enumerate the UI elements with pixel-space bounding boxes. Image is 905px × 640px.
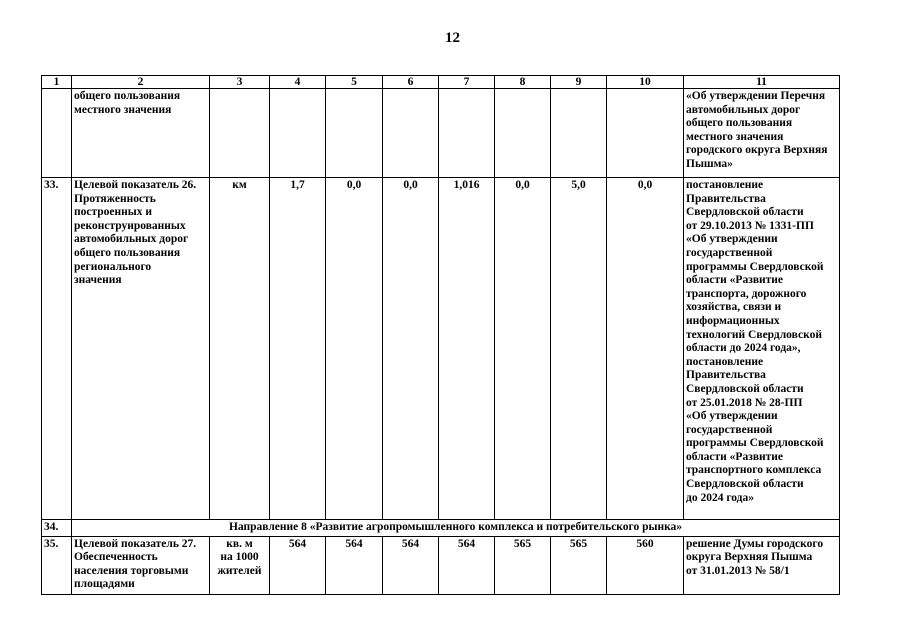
indicator-name: Целевой показатель 26. Протяженность построенных и реконструированных автомобильных дорог общего пользования регионального значения [74, 179, 197, 287]
header-cell-10: 10 [607, 76, 684, 89]
table-row-35 [42, 536, 840, 594]
header-cell-6: 6 [383, 76, 439, 89]
table-row-continued [42, 89, 840, 178]
value-8: 0,0 [495, 178, 551, 520]
value-6: 0,0 [383, 178, 439, 520]
row-number: 35. [42, 536, 72, 594]
value-5: 0,0 [326, 178, 383, 520]
row-number: 34. [42, 520, 72, 537]
table-row-34 [42, 520, 840, 537]
row-number: 33. [42, 178, 72, 520]
header-cell-7: 7 [439, 76, 495, 89]
document-text: «Об утверждении Перечня автомобильных дорог общего пользования местного значения городского округа Верхняя Пышма» [686, 90, 828, 170]
value-5: 564 [326, 536, 383, 594]
unit-cell [210, 89, 270, 178]
value-9: 565 [551, 536, 607, 594]
unit: км [210, 178, 270, 520]
value-cell-4 [270, 89, 326, 178]
unit-cell [210, 536, 270, 594]
value-cell-10 [607, 89, 684, 178]
value-6: 564 [383, 536, 439, 594]
value-7: 564 [439, 536, 495, 594]
document-cell [684, 536, 840, 594]
header-cell-3: 3 [210, 76, 270, 89]
value-cell-8 [495, 89, 551, 178]
value-4: 564 [270, 536, 326, 594]
direction-heading: Направление 8 «Развитие агропромышленного комплекса и потребительского рынка» [72, 520, 840, 537]
indicator-name: общего пользования местного значения [74, 90, 181, 116]
header-cell-2: 2 [72, 76, 210, 89]
header-cell-4: 4 [270, 76, 326, 89]
header-cell-8: 8 [495, 76, 551, 89]
value-10: 560 [607, 536, 684, 594]
value-cell-7 [439, 89, 495, 178]
value-8: 565 [495, 536, 551, 594]
page-number: 12 [445, 30, 460, 46]
value-10: 0,0 [607, 178, 684, 520]
value-4: 1,7 [270, 178, 326, 520]
indicator-name-cell [72, 536, 210, 594]
indicator-name-cell [72, 178, 210, 520]
value-cell-5 [326, 89, 383, 178]
header-cell-9: 9 [551, 76, 607, 89]
row-number-cell [42, 89, 72, 178]
table-row-33 [42, 178, 840, 520]
document-cell [684, 178, 840, 520]
indicator-name: Целевой показатель 27. Обеспеченность населения торговыми площадями [74, 537, 197, 591]
document-cell [684, 89, 840, 178]
header-cell-1: 1 [42, 76, 72, 89]
document-text: решение Думы городского округа Верхняя Пышма от 31.01.2013 № 58/1 [686, 537, 824, 577]
header-row [42, 76, 840, 89]
indicators-table [41, 75, 840, 595]
value-cell-9 [551, 89, 607, 178]
indicator-name-cell [72, 89, 210, 178]
header-cell-5: 5 [326, 76, 383, 89]
unit: кв. м на 1000 жителей [217, 537, 262, 577]
value-7: 1,016 [439, 178, 495, 520]
header-cell-11: 11 [684, 76, 840, 89]
value-9: 5,0 [551, 178, 607, 520]
value-cell-6 [383, 89, 439, 178]
document-text: постановление Правительства Свердловской области от 29.10.2013 № 1331-ПП «Об утверждении государственной программы Свердловской области «Развитие транспорта, дорожного хозяйства, связи и информационных технологий Свердловской области до 2024 года», постановление Правительства Свердловской области от 25.01.2018 № 28-ПП «Об утверждении государственной программы Свердловской области «Развитие транспортного комплекса Свердловской области до 2024 года» [686, 179, 824, 504]
